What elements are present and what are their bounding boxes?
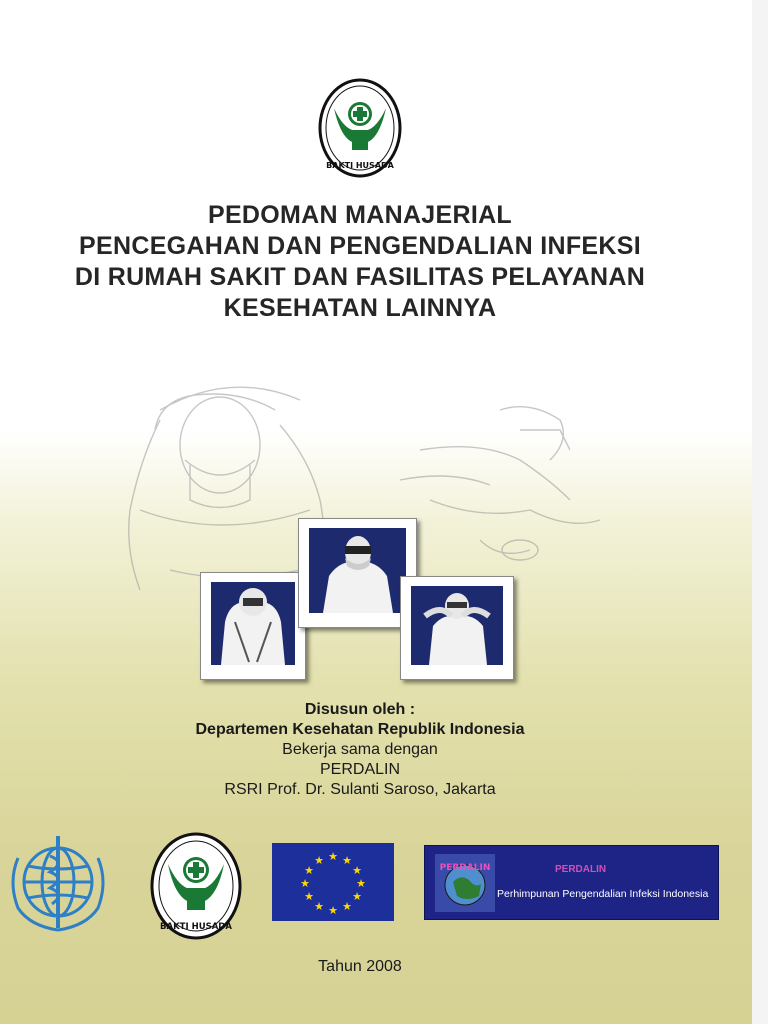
svg-text:★: ★ [342,854,352,867]
svg-text:★: ★ [304,864,314,877]
svg-text:★: ★ [304,890,314,903]
svg-text:PERDALIN: PERDALIN [439,863,491,873]
cover-title [40,200,680,324]
removing-gown-figure-icon [411,586,503,665]
compiled-by-label: Disusun oleh : [304,701,416,718]
title-line-2: PENCEGAHAN DAN PENGENDALIAN INFEKSI [79,232,641,260]
title-line-3: DI RUMAH SAKIT DAN FASILITAS PELAYANAN [74,263,646,291]
bakti-husada-logo-small-icon [150,832,242,940]
photo-removing-gown [400,576,514,680]
svg-text:BAKTI HUSADA: BAKTI HUSADA [160,922,232,932]
photo-gowned-staff [200,572,306,680]
collaboration-label: Bekerja sama dengan [282,741,438,758]
svg-text:★: ★ [314,900,324,913]
bakti-husada-logo-icon [318,78,402,178]
perdalin-globe-icon [435,854,495,912]
title-line-1: PEDOMAN MANAJERIAL [207,201,513,229]
svg-text:★: ★ [300,877,310,890]
gowned-staff-figure-icon [211,582,295,665]
svg-text:★: ★ [328,904,338,917]
publication-year: Tahun 2008 [318,958,402,975]
perdalin-logo [424,845,719,920]
hospital-name: RSRI Prof. Dr. Sulanti Saroso, Jakarta [224,781,496,798]
svg-text:★: ★ [352,864,362,877]
organization-name: PERDALIN [319,761,401,778]
svg-text:★: ★ [352,890,362,903]
svg-text:★: ★ [342,900,352,913]
masked-person-figure-icon [309,528,406,613]
eu-flag-icon [272,843,394,921]
who-emblem-icon [0,828,120,936]
perdalin-full-name: Perhimpunan Pengendalian Infeksi Indonesia [497,888,709,900]
svg-text:★: ★ [328,850,338,863]
title-line-4: KESEHATAN LAINNYA [223,294,497,322]
svg-text:★: ★ [314,854,324,867]
perdalin-short-name: PERDALIN [555,864,607,875]
svg-text:BAKTI HUSADA: BAKTI HUSADA [326,161,394,170]
credits-block [100,700,620,800]
page-edge [752,0,768,1024]
eu-stars-icon [272,843,394,921]
ministry-name: Departemen Kesehatan Republik Indonesia [195,721,525,738]
svg-text:★: ★ [356,877,366,890]
